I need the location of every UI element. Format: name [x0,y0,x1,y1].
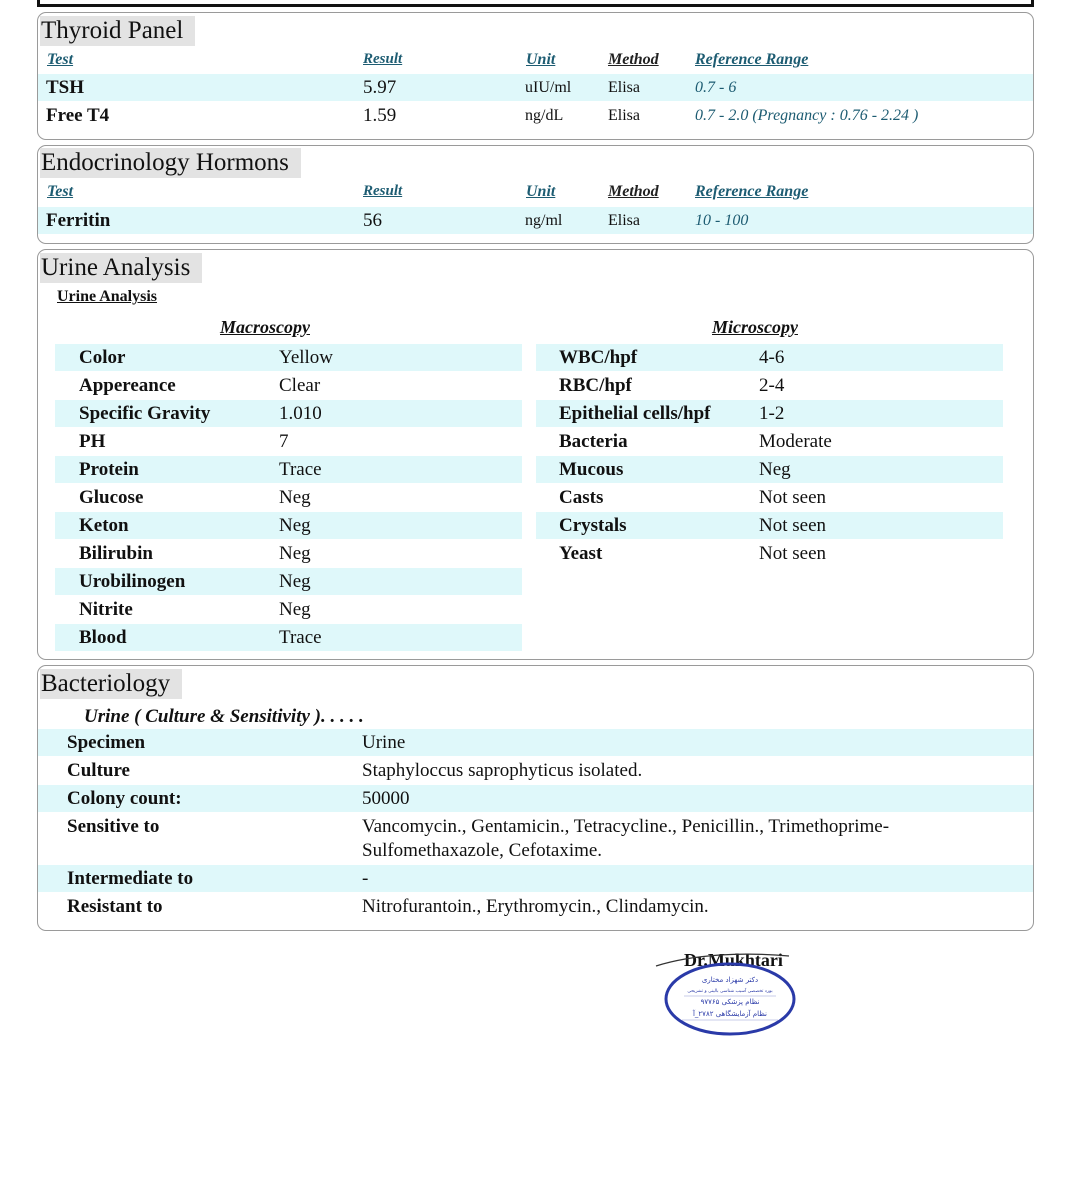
microscopy-value: Moderate [759,431,832,452]
microscopy-row [536,512,1003,539]
top-border [37,0,1034,7]
microscopy-value: Not seen [759,487,827,508]
microscopy-row [536,540,1003,567]
stamp-text: نظام پزشکی ۹۷۷۶۵ [700,998,760,1006]
test-method: Elisa [608,79,640,96]
header-ref: Reference Range [695,51,809,68]
culture-subtitle: Urine ( Culture & Sensitivity ). . . . . [84,706,364,727]
test-unit: uIU/ml [525,79,572,96]
bacteriology-row [38,785,1033,812]
microscopy-value: Neg [759,459,791,480]
test-ref: 0.7 - 6 [695,79,737,96]
endocrinology-panel [37,145,1034,244]
microscopy-row [536,484,1003,511]
macroscopy-name: Urobilinogen [79,571,186,592]
macroscopy-row [55,512,522,539]
bacteriology-panel [37,665,1034,931]
bacteriology-label: Specimen [67,732,146,753]
macroscopy-value: Yellow [279,347,334,368]
macroscopy-value: Clear [279,375,321,396]
microscopy-name: WBC/hpf [559,347,638,368]
macroscopy-row [55,372,522,399]
header-ref: Reference Range [695,183,809,200]
microscopy-name: Yeast [559,543,603,564]
microscopy-row [536,400,1003,427]
microscopy-row [536,428,1003,455]
microscopy-heading: Microscopy [712,317,798,337]
macroscopy-name: Nitrite [79,599,133,620]
macroscopy-value: Neg [279,599,311,620]
test-unit: ng/dL [525,107,564,124]
microscopy-row [536,344,1003,371]
panel-title: Thyroid Panel [40,16,195,46]
bacteriology-value: 50000 [362,788,410,809]
microscopy-name: RBC/hpf [559,375,632,396]
header-test: Test [47,51,74,68]
bacteriology-value-continued: Sulfomethaxazole, Cefotaxime. [362,840,603,861]
microscopy-name: Crystals [559,515,627,536]
macroscopy-name: Color [79,347,126,368]
macroscopy-value: Trace [279,459,322,480]
bacteriology-label: Culture [67,760,130,781]
test-method: Elisa [608,212,640,229]
macroscopy-name: Blood [79,627,127,648]
macroscopy-value: 1.010 [279,403,322,424]
header-unit: Unit [526,51,556,68]
test-name: TSH [46,77,85,98]
microscopy-value: 1-2 [759,403,785,424]
bacteriology-value: Nitrofurantoin., Erythromycin., Clindamycin. [362,896,709,917]
bacteriology-label: Resistant to [67,896,163,917]
test-ref: 10 - 100 [695,212,749,229]
table-row [38,74,1033,101]
microscopy-name: Casts [559,487,604,508]
macroscopy-row [55,428,522,455]
microscopy-value: Not seen [759,515,827,536]
microscopy-value: 2-4 [759,375,785,396]
microscopy-value: 4-6 [759,347,785,368]
test-result: 1.59 [363,105,397,126]
microscopy-name: Mucous [559,459,624,480]
bacteriology-row [38,729,1033,756]
test-result: 56 [363,210,382,231]
stamp-text: دکتر شهزاد مختاری [701,976,759,984]
macroscopy-name: Protein [79,459,139,480]
header-method: Method [608,183,659,200]
section-subtitle: Urine Analysis [57,288,158,305]
microscopy-name: Epithelial cells/hpf [559,403,711,424]
bacteriology-row [38,813,1033,865]
bacteriology-row [38,865,1033,892]
test-method: Elisa [608,107,640,124]
macroscopy-name: Appereance [79,375,176,396]
macroscopy-value: Neg [279,543,311,564]
macroscopy-row [55,596,522,623]
bacteriology-label: Colony count: [67,788,182,809]
macroscopy-row [55,624,522,651]
bacteriology-value: Urine [362,732,406,753]
macroscopy-row [55,484,522,511]
test-ref: 0.7 - 2.0 (Pregnancy : 0.76 - 2.24 ) [695,107,919,124]
macroscopy-value: 7 [279,431,289,452]
test-unit: ng/ml [525,212,563,229]
panel-title: Bacteriology [40,669,182,699]
stamp-text: نظام آزمایشگاهی ۲۷۸۲_آ [692,1010,768,1018]
header-unit: Unit [526,183,556,200]
doctor-stamp [654,944,804,1040]
thyroid-panel [37,12,1034,140]
macroscopy-name: Glucose [79,487,144,508]
bacteriology-label: Sensitive to [67,816,160,837]
test-name: Ferritin [46,210,111,231]
macroscopy-value: Neg [279,571,311,592]
header-method: Method [608,51,659,68]
macroscopy-heading: Macroscopy [220,317,310,337]
table-row [38,102,1033,129]
macroscopy-row [55,400,522,427]
macroscopy-row [55,344,522,371]
stamp-text: بورد تخصصی آسیب شناسی بالینی و تشریحی [687,989,773,994]
bacteriology-value: - [362,868,369,889]
macroscopy-value: Trace [279,627,322,648]
macroscopy-value: Neg [279,487,311,508]
doctor-signature-name: Dr.Mukhtari [684,950,783,970]
test-name: Free T4 [46,105,110,126]
test-result: 5.97 [363,77,397,98]
macroscopy-name: Bilirubin [79,543,153,564]
urine-analysis-panel [37,249,1034,660]
microscopy-name: Bacteria [559,431,628,452]
header-result: Result [363,183,403,199]
table-row [38,207,1033,234]
macroscopy-name: Keton [79,515,129,536]
microscopy-value: Not seen [759,543,827,564]
macroscopy-name: PH [79,431,106,452]
header-test: Test [47,183,74,200]
bacteriology-label: Intermediate to [67,868,194,889]
bacteriology-value: Vancomycin., Gentamicin., Tetracycline., Penicillin., Trimethoprime- [362,816,890,837]
microscopy-row [536,456,1003,483]
bacteriology-value: Staphyloccus saprophyticus isolated. [362,760,643,781]
bacteriology-row [38,893,1033,920]
microscopy-row [536,372,1003,399]
header-result: Result [363,51,403,67]
macroscopy-row [55,540,522,567]
macroscopy-row [55,568,522,595]
macroscopy-value: Neg [279,515,311,536]
panel-title: Urine Analysis [40,253,202,283]
macroscopy-row [55,456,522,483]
macroscopy-name: Specific Gravity [79,403,211,424]
bacteriology-row [38,757,1033,784]
panel-title: Endocrinology Hormons [40,148,301,178]
